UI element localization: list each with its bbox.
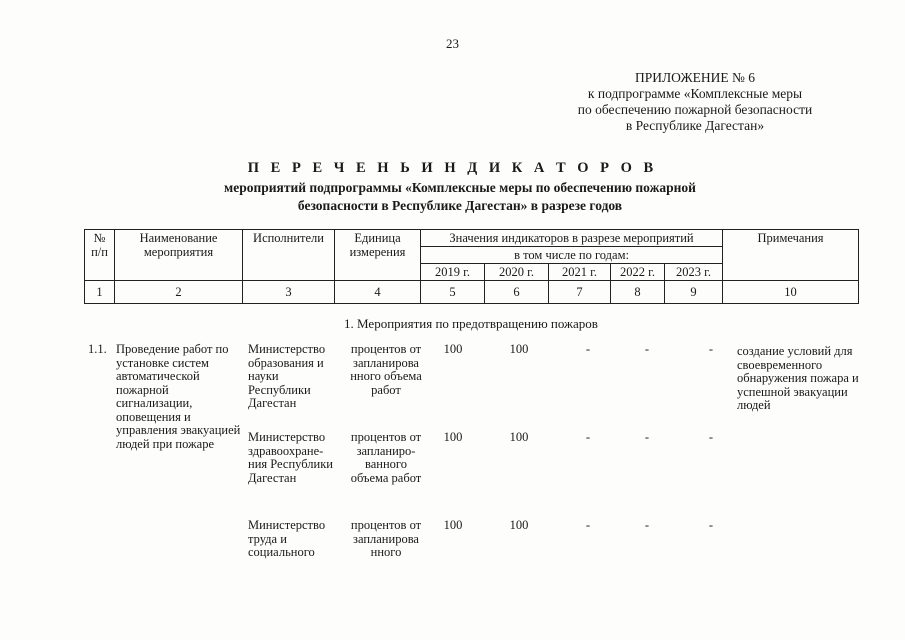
col-number-6: 6 [485, 281, 549, 304]
row-1-unit: процентов от запланирова нного объема работ [350, 342, 422, 397]
row-3-executor: Министерство труда и социального [248, 518, 326, 559]
col-number-5: 5 [421, 281, 485, 304]
col-number-1: 1 [85, 281, 115, 304]
header-values-title: Значения индикаторов в разрезе мероприятий [421, 230, 723, 247]
col-number-3: 3 [243, 281, 335, 304]
row-2-value-2020: 100 [509, 430, 529, 444]
header-name: Наименование мероприятия [115, 230, 243, 281]
col-number-4: 4 [335, 281, 421, 304]
section-title: 1. Мероприятия по предотвращению пожаров [344, 316, 598, 331]
row-3-value-2022: - [644, 518, 650, 532]
col-number-10: 10 [723, 281, 859, 304]
header-values-sub: в том числе по годам: [421, 247, 723, 264]
subtitle-line-1: мероприятий подпрограммы «Комплексные меры по обеспечению пожарной [224, 180, 696, 195]
row-1-value-2020: 100 [509, 342, 529, 356]
row-1-value-2023: - [708, 342, 714, 356]
header-executors: Исполнители [243, 230, 335, 281]
row-3-value-2019: 100 [443, 518, 463, 532]
item-name: Проведение работ по установке систем автоматической пожарной сигнализации, оповещения и управления эвакуацией людей при пожаре [116, 342, 241, 451]
appendix-line-4: в Республике Дагестан» [625, 118, 765, 133]
header-year-2022: 2022 г. [611, 264, 665, 281]
document-subtitle [150, 179, 770, 215]
col-number-7: 7 [549, 281, 611, 304]
subtitle-line-2: безопасности в Республике Дагестан» в разрезе годов [297, 198, 623, 213]
header-year-2019: 2019 г. [421, 264, 485, 281]
header-year-2023: 2023 г. [665, 264, 723, 281]
appendix-block [540, 70, 850, 134]
row-2-value-2023: - [708, 430, 714, 444]
appendix-line-1: ПРИЛОЖЕНИЕ № 6 [634, 70, 756, 85]
col-number-9: 9 [665, 281, 723, 304]
row-2-value-2019: 100 [443, 430, 463, 444]
col-number-8: 8 [611, 281, 665, 304]
item-note: создание условий для своевременного обнаружения пожара и успешной эвакуации людей [737, 344, 859, 412]
row-3-value-2020: 100 [509, 518, 529, 532]
row-2-value-2022: - [644, 430, 650, 444]
row-2-unit: процентов от запланиро- ванного объема работ [350, 430, 422, 485]
row-2-executor: Министерство здравоохране- ния Республики Дагестан [248, 430, 333, 485]
col-number-2: 2 [115, 281, 243, 304]
appendix-line-3: по обеспечению пожарной безопасности [577, 102, 813, 117]
header-notes: Примечания [723, 230, 859, 281]
header-year-2020: 2020 г. [485, 264, 549, 281]
row-1-value-2022: - [644, 342, 650, 356]
row-3-value-2021: - [585, 518, 591, 532]
row-1-value-2021: - [585, 342, 591, 356]
document-title: П Е Р Е Ч Е Н Ь И Н Д И К А Т О Р О В [247, 160, 658, 176]
row-3-unit: процентов от запланирова нного [350, 518, 422, 559]
indicator-table-header [84, 229, 859, 304]
page-number: 23 [446, 36, 459, 51]
appendix-line-2: к подпрограмме «Комплексные меры [587, 86, 803, 101]
row-3-value-2023: - [708, 518, 714, 532]
item-number: 1.1. [88, 342, 107, 356]
header-unit: Единица измерения [335, 230, 421, 281]
header-num: № п/п [85, 230, 115, 281]
row-2-value-2021: - [585, 430, 591, 444]
row-1-executor: Министерство образования и науки Республики Дагестан [248, 342, 326, 410]
row-1-value-2019: 100 [443, 342, 463, 356]
header-year-2021: 2021 г. [549, 264, 611, 281]
